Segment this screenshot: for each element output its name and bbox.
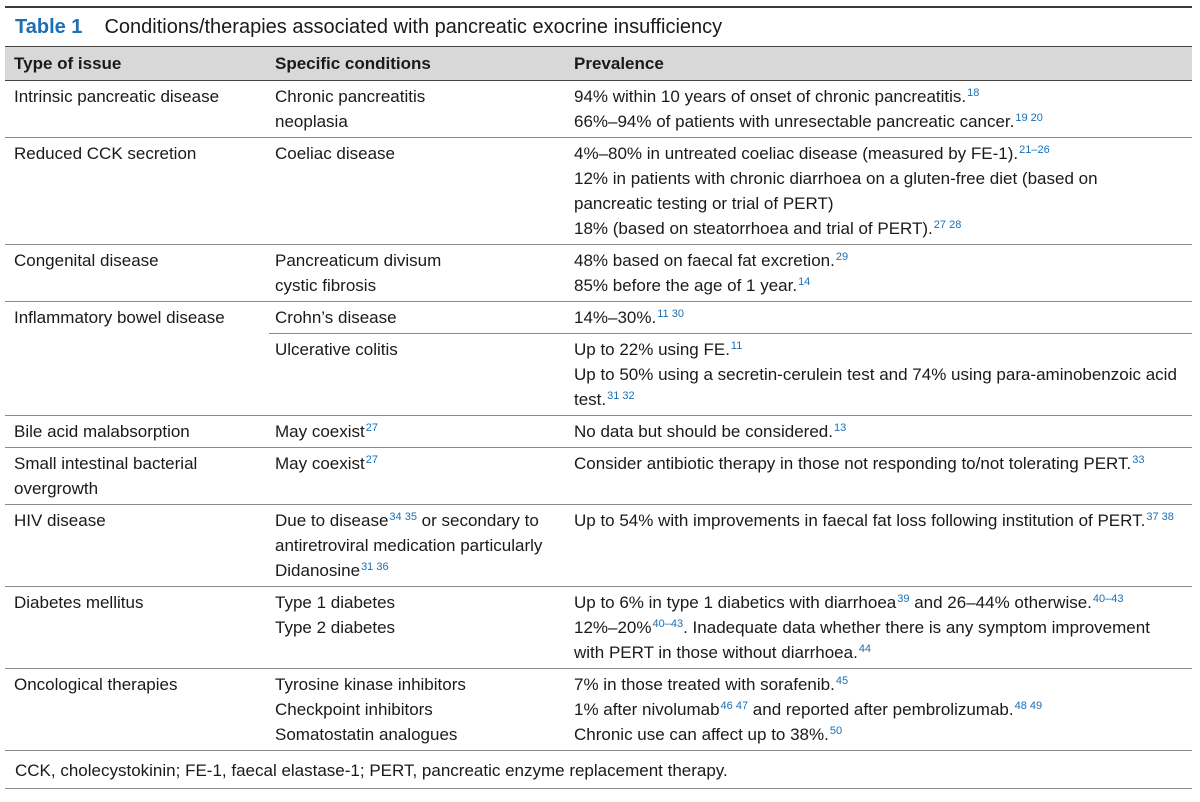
cell-prevalence <box>570 245 1192 301</box>
text-fragment: test. <box>574 390 607 409</box>
table-figure <box>5 6 1192 789</box>
prevalence-line <box>574 451 1192 476</box>
cell-specific-conditions <box>269 448 570 504</box>
prevalence-line <box>574 141 1192 166</box>
table-header <box>5 46 1192 81</box>
cell-specific-conditions <box>269 81 570 137</box>
sub-row <box>269 302 1192 333</box>
prevalence-line <box>574 387 1192 412</box>
cell-specific-conditions <box>269 138 570 244</box>
condition-line <box>275 305 570 330</box>
condition-line <box>275 672 570 697</box>
prevalence-line <box>574 362 1192 387</box>
text-fragment: 12%–20% <box>574 618 652 637</box>
condition-line <box>275 508 570 533</box>
citation-ref: 46 47 <box>720 700 749 712</box>
type-line: Bile acid malabsorption <box>14 422 190 441</box>
type-line: Oncological therapies <box>14 675 178 694</box>
citation-ref: 11 30 <box>657 308 684 320</box>
header-type-of-issue: Type of issue <box>14 53 122 73</box>
type-line: Reduced CCK secretion <box>14 144 197 163</box>
condition-line <box>275 558 570 583</box>
prevalence-line <box>574 305 1192 330</box>
text-fragment: Type 2 diabetes <box>275 618 396 637</box>
text-fragment: 12% in patients with chronic diarrhoea on a gluten-free diet (based on <box>574 169 1098 188</box>
text-fragment: . Inadequate data whether there is any symptom improvement <box>683 618 1150 637</box>
cell-prevalence <box>570 587 1192 668</box>
cell-type-of-issue <box>5 448 269 504</box>
sub-row <box>269 333 1192 415</box>
condition-line <box>275 451 570 476</box>
table-row <box>5 448 1192 505</box>
cell-prevalence <box>570 334 1192 415</box>
cell-type-of-issue <box>5 138 269 244</box>
type-line: Small intestinal bacterial <box>14 454 198 473</box>
cell-specific-conditions <box>269 334 570 415</box>
text-fragment: neoplasia <box>275 112 348 131</box>
prevalence-line <box>574 640 1192 665</box>
citation-ref: 48 49 <box>1014 700 1043 712</box>
citation-ref: 21–26 <box>1019 144 1050 156</box>
cell-prevalence <box>570 448 1192 504</box>
text-fragment: Consider antibiotic therapy in those not responding to/not tolerating PERT. <box>574 454 1132 473</box>
cell-specific-conditions <box>269 302 570 333</box>
text-fragment: 85% before the age of 1 year. <box>574 276 798 295</box>
condition-line <box>275 419 570 444</box>
prevalence-line <box>574 216 1192 241</box>
table-row <box>5 416 1192 448</box>
citation-ref: 40–43 <box>1092 593 1124 605</box>
text-fragment: 94% within 10 years of onset of chronic pancreatitis. <box>574 87 967 106</box>
text-fragment: Up to 22% using FE. <box>574 340 730 359</box>
citation-ref: 13 <box>833 422 847 434</box>
condition-line <box>275 722 570 747</box>
table-row <box>5 587 1192 669</box>
citation-ref: 40–43 <box>652 618 684 630</box>
citation-ref: 45 <box>835 675 849 687</box>
text-fragment: Checkpoint inhibitors <box>275 700 433 719</box>
table-footnote: CCK, cholecystokinin; FE-1, faecal elastase-1; PERT, pancreatic enzyme replacement therapy. <box>5 751 1192 789</box>
text-fragment: Pancreaticum divisum <box>275 251 442 270</box>
text-fragment: Chronic pancreatitis <box>275 87 426 106</box>
cell-prevalence <box>570 505 1192 586</box>
cell-specific-conditions <box>269 245 570 301</box>
header-specific-conditions: Specific conditions <box>275 53 431 73</box>
citation-ref: 34 35 <box>389 511 417 523</box>
text-fragment: cystic fibrosis <box>275 276 377 295</box>
type-line: Diabetes mellitus <box>14 593 144 612</box>
prevalence-line <box>574 508 1192 533</box>
cell-type-of-issue <box>5 302 269 415</box>
citation-ref: 44 <box>858 643 872 655</box>
prevalence-line <box>574 615 1192 640</box>
citation-ref: 31 36 <box>361 561 389 573</box>
text-fragment: 48% based on faecal fat excretion. <box>574 251 835 270</box>
text-fragment: 4%–80% in untreated coeliac disease (measured by FE-1). <box>574 144 1019 163</box>
cell-specific-conditions <box>269 669 570 750</box>
text-fragment: May coexist <box>275 422 365 441</box>
header-prevalence: Prevalence <box>574 53 664 73</box>
text-fragment: with PERT in those without diarrhoea. <box>574 643 858 662</box>
text-fragment: 18% (based on steatorrhoea and trial of PERT). <box>574 219 933 238</box>
text-fragment: No data but should be considered. <box>574 422 833 441</box>
prevalence-line <box>574 722 1192 747</box>
text-fragment: 66%–94% of patients with unresectable pancreatic cancer. <box>574 112 1015 131</box>
citation-ref: 14 <box>798 276 811 288</box>
text-fragment: Up to 50% using a secretin-cerulein test and 74% using para-aminobenzoic acid <box>574 365 1177 384</box>
text-fragment: Up to 54% with improvements in faecal fat loss following institution of PERT. <box>574 511 1146 530</box>
prevalence-line <box>574 337 1192 362</box>
table-row <box>5 245 1192 302</box>
prevalence-line <box>574 109 1192 134</box>
citation-ref: 31 32 <box>607 390 635 402</box>
cell-type-of-issue <box>5 416 269 447</box>
type-line: Intrinsic pancreatic disease <box>14 87 220 106</box>
condition-line <box>275 697 570 722</box>
condition-line <box>275 84 570 109</box>
cell-type-of-issue <box>5 245 269 301</box>
citation-ref: 27 28 <box>933 219 962 231</box>
text-fragment: or secondary to <box>416 511 539 530</box>
text-fragment: Coeliac disease <box>275 144 396 163</box>
cell-prevalence <box>570 138 1192 244</box>
cell-type-of-issue <box>5 669 269 750</box>
condition-line <box>275 141 570 166</box>
prevalence-line <box>574 166 1192 191</box>
prevalence-line <box>574 191 1192 216</box>
type-line: overgrowth <box>14 479 99 498</box>
table-number: Table 1 <box>15 15 83 38</box>
text-fragment: Chronic use can affect up to 38%. <box>574 725 829 744</box>
cell-type-of-issue <box>5 505 269 586</box>
prevalence-line <box>574 697 1192 722</box>
table-row <box>5 669 1192 751</box>
table-row <box>5 505 1192 587</box>
cell-prevalence <box>570 81 1192 137</box>
condition-line <box>275 248 570 273</box>
condition-line <box>275 533 570 558</box>
prevalence-line <box>574 590 1192 615</box>
text-fragment: Type 1 diabetes <box>275 593 396 612</box>
cell-type-of-issue <box>5 587 269 668</box>
table-row <box>5 138 1192 245</box>
type-line: HIV disease <box>14 511 106 530</box>
text-fragment: Tyrosine kinase inhibitors <box>275 675 466 694</box>
citation-ref: 33 <box>1132 454 1145 466</box>
table-row <box>5 81 1192 138</box>
table-caption <box>5 8 1192 46</box>
citation-ref: 37 38 <box>1146 511 1174 523</box>
cell-specific-conditions <box>269 505 570 586</box>
table-row <box>5 302 1192 416</box>
text-fragment: Ulcerative colitis <box>275 340 398 359</box>
text-fragment: pancreatic testing or trial of PERT) <box>574 194 834 213</box>
cell-prevalence <box>570 416 1192 447</box>
prevalence-line <box>574 672 1192 697</box>
cell-prevalence <box>570 669 1192 750</box>
citation-ref: 27 <box>365 422 378 434</box>
row-subgroups <box>269 302 1192 415</box>
prevalence-line <box>574 248 1192 273</box>
condition-line <box>275 337 570 362</box>
table-body <box>5 81 1192 751</box>
citation-ref: 11 <box>730 340 743 352</box>
type-line: Congenital disease <box>14 251 159 270</box>
text-fragment: Crohn’s disease <box>275 308 397 327</box>
citation-ref: 19 20 <box>1015 112 1043 124</box>
citation-ref: 39 <box>897 593 910 605</box>
table-title: Conditions/therapies associated with pancreatic exocrine insufficiency <box>104 15 723 38</box>
cell-specific-conditions <box>269 587 570 668</box>
text-fragment: antiretroviral medication particularly <box>275 536 543 555</box>
condition-line <box>275 590 570 615</box>
text-fragment: and reported after pembrolizumab. <box>748 700 1014 719</box>
text-fragment: Somatostatin analogues <box>275 725 458 744</box>
text-fragment: Due to disease <box>275 511 389 530</box>
prevalence-line <box>574 273 1192 298</box>
text-fragment: 7% in those treated with sorafenib. <box>574 675 835 694</box>
cell-prevalence <box>570 302 1192 333</box>
prevalence-line <box>574 419 1192 444</box>
cell-specific-conditions <box>269 416 570 447</box>
condition-line <box>275 615 570 640</box>
condition-line <box>275 109 570 134</box>
text-fragment: May coexist <box>275 454 365 473</box>
type-line: Inflammatory bowel disease <box>14 308 225 327</box>
text-fragment: Up to 6% in type 1 diabetics with diarrhoea <box>574 593 897 612</box>
cell-type-of-issue <box>5 81 269 137</box>
text-fragment: 1% after nivolumab <box>574 700 720 719</box>
condition-line <box>275 273 570 298</box>
citation-ref: 29 <box>835 251 849 263</box>
text-fragment: 14%–30%. <box>574 308 657 327</box>
citation-ref: 27 <box>365 454 378 466</box>
prevalence-line <box>574 84 1192 109</box>
citation-ref: 50 <box>829 725 843 737</box>
text-fragment: Didanosine <box>275 561 361 580</box>
text-fragment: and 26–44% otherwise. <box>909 593 1092 612</box>
citation-ref: 18 <box>967 87 980 99</box>
